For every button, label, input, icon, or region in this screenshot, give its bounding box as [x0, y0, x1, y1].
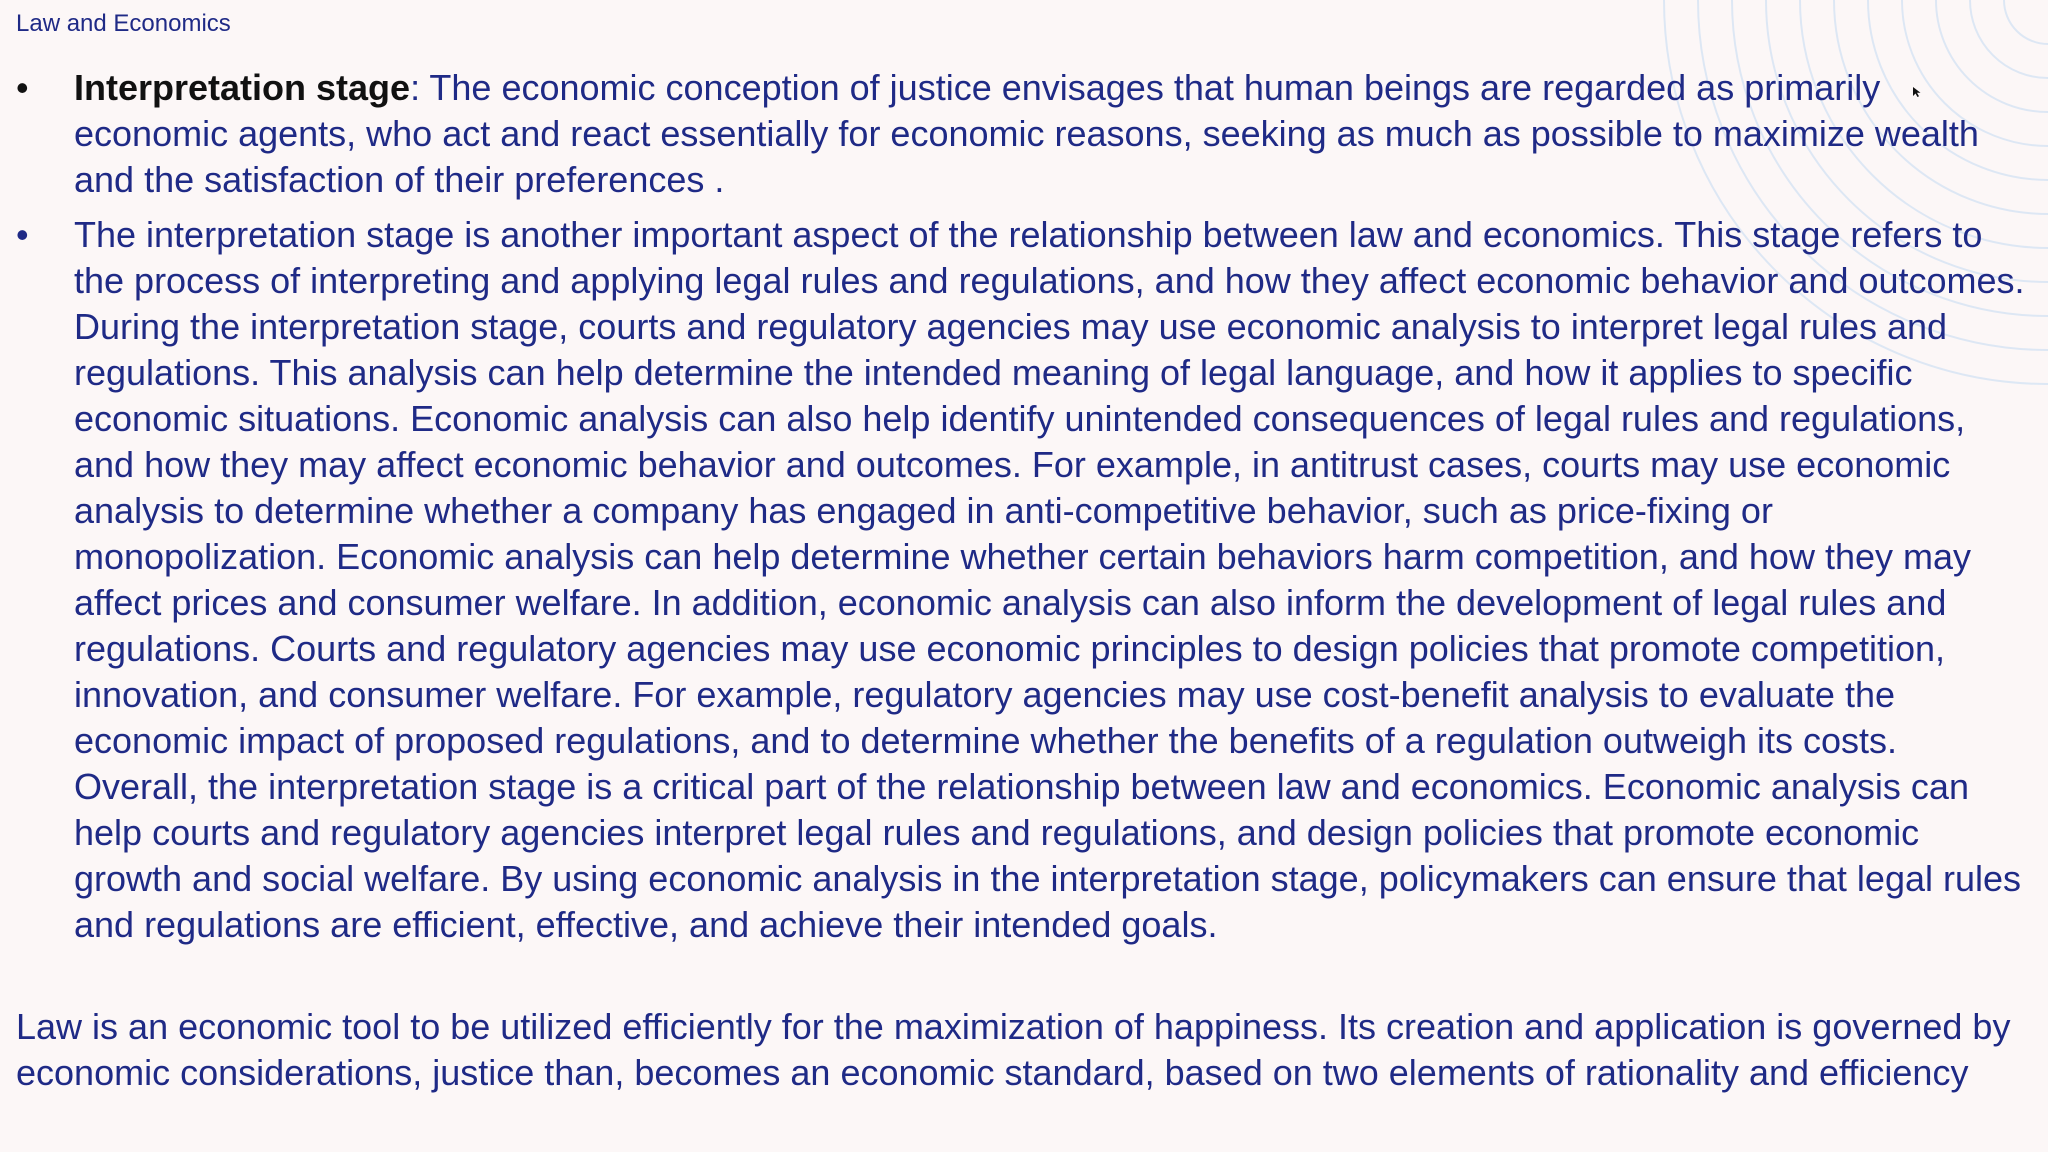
bullet-text: The interpretation stage is another important aspect of the relationship between law and economics. This stage refers to the process of interpreting and applying legal rules and regulations, and how they affect economic behavior and outcomes. During the interpretation stage, courts and regulatory agencies may use economic analysis to interpret legal rules and regulations. This analysis can help determine the intended meaning of legal language, and how it applies to specific economic situations. Economic analysis can also help identify unintended consequences of legal rules and regulations, and how they may affect economic behavior and outcomes. For example, in antitrust cases, courts may use economic analysis to determine whether a company has engaged in anti-competitive behavior, such as price-fixing or monopolization. Economic analysis can help determine whether certain behaviors harm competition, and how they may affect prices and consumer welfare. In addition, economic analysis can also inform the development of legal rules and regulations. Courts and regulatory agencies may use economic principles to design policies that promote competition, innovation, and consumer welfare. For example, regulatory agencies may use cost-benefit analysis to evaluate the economic impact of proposed regulations, and to determine whether the benefits of a regulation outweigh its costs. Overall, the interpretation stage is a critical part of the relationship between law and economics. Economic analysis can help courts and regulatory agencies interpret legal rules and regulations, and design policies that promote economic growth and social welfare. By using economic analysis in the interpretation stage, policymakers can ensure that legal rules and regulations are efficient, effective, and achieve their intended goals. — [74, 214, 2025, 945]
bullet-marker: • — [16, 67, 29, 108]
closing-paragraph: Law is an economic tool to be utilized efficiently for the maximization of happiness. Its creation and application is governed by economic considerations, justice than, becomes an economic standard, based on two elements of rationality and efficiency — [16, 1006, 2011, 1093]
bullet-item-interpretation-details — [16, 212, 2026, 948]
page-title: Law and Economics — [16, 10, 231, 37]
bullet-marker: • — [16, 214, 29, 255]
bullet-list — [16, 65, 2026, 957]
bullet-term: Interpretation stage — [74, 67, 411, 108]
bullet-item-interpretation-stage — [16, 65, 2026, 203]
bullet-text: : The economic conception of justice envisages that human beings are regarded as primarily economic agents, who act and react essentially for economic reasons, seeking as much as possible to maximize wealth and the satisfaction of their preferences . — [74, 67, 1979, 200]
